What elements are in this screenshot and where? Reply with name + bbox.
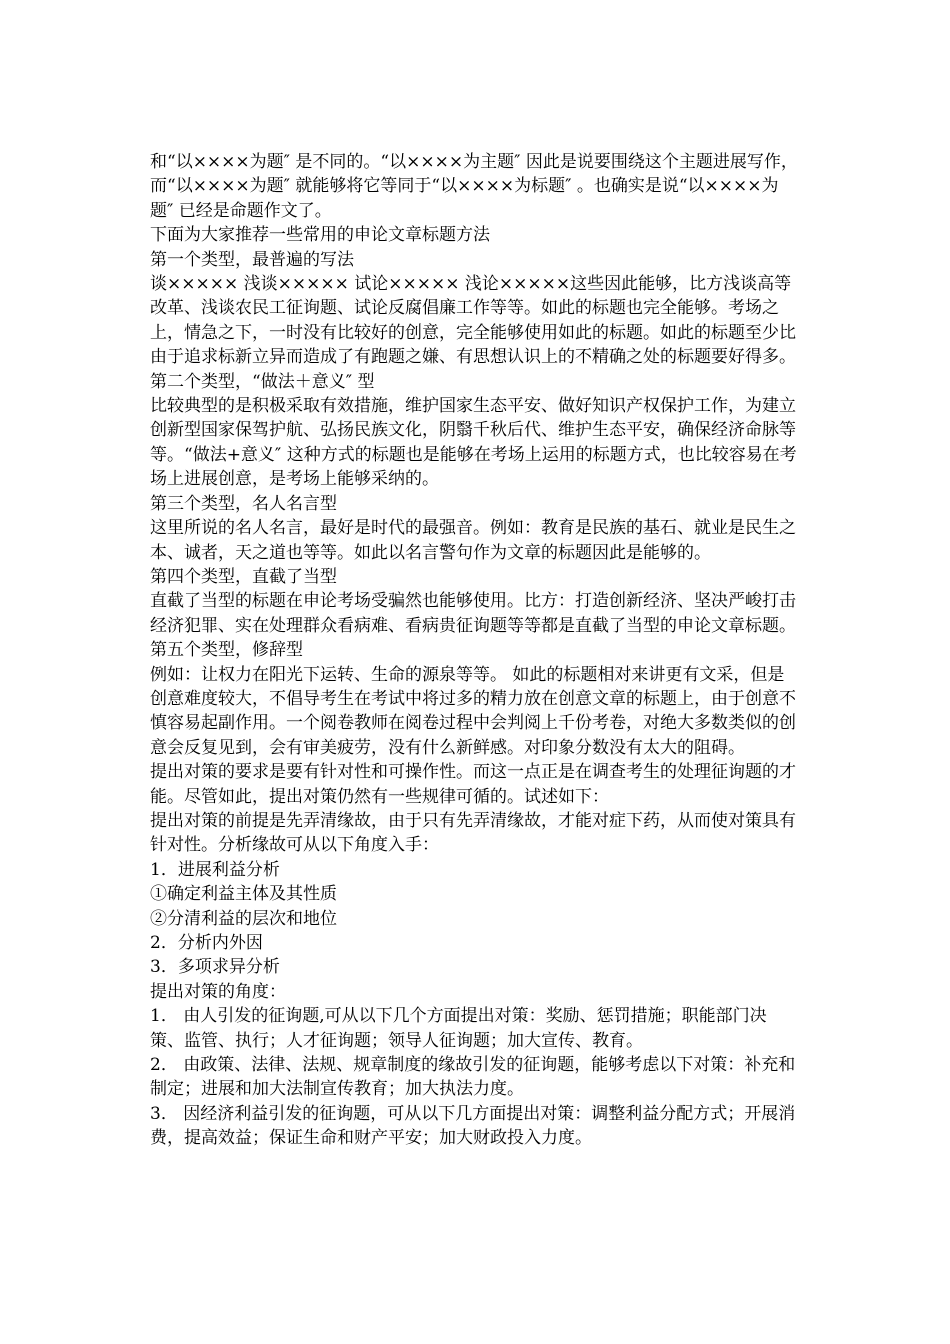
- paragraph-type-2-body: 比较典型的是积极采取有效措施，维护国家生态平安、做好知识产权保护工作，为建立创新型国家保驾护航、弘扬民族文化，阴翳千秋后代、维护生态平安，确保经济命脉等等。“做法+意义″ 这种方式的标题也是能够在考场上运用的标题方式，也比较容易在考场上进展创意，是考场上能够采纳的。: [150, 396, 797, 490]
- paragraph-type-1-heading: 第一个类型，最普遍的写法: [150, 249, 354, 270]
- list-item-multi-analysis: 3．多项求异分析: [150, 957, 280, 978]
- paragraph-type-4-body: 直截了当型的标题在申论考场受骗然也能够使用。比方：打造创新经济、坚决严峻打击经济犯罪、实在处理群众看病难、看病贵征询题等等都是直截了当型的申论文章标题。: [150, 591, 796, 636]
- list-item-policy-issues: 2． 由政策、法律、法规、规章制度的缘故引发的征询题，能够考虑以下对策：补充和制定；进展和加大法制宣传教育；加大执法力度。: [150, 1055, 796, 1100]
- paragraph-type-3-body: 这里所说的名人名言，最好是时代的最强音。例如：教育是民族的基石、就业是民生之本、诚者，天之道也等等。如此以名言警句作为文章的标题因此是能够的。: [150, 518, 796, 563]
- document-body: [150, 150, 800, 1151]
- list-item-internal-external: 2．分析内外因: [150, 933, 263, 953]
- paragraph-type-5-body: 例如：让权力在阳光下运转、生命的源泉等等。 如此的标题相对来讲更有文采，但是创意难度较大，不倡导考生在考试中将过多的精力放在创意文章的标题上，由于创意不慎容易起副作用。一个阅卷教师在阅卷过程中会判阅上千份考卷，对绝大多数类似的创意会反复见到，会有审美疲劳，没有什么新鲜感。对印象分数没有太大的阻碍。: [150, 664, 796, 758]
- paragraph-type-5-heading: 第五个类型，修辞型: [150, 640, 303, 661]
- paragraph-countermeasure-premise: 提出对策的前提是先弄清缘故，由于只有先弄清缘故，才能对症下药，从而使对策具有针对性。分析缘故可从以下角度入手：: [150, 810, 796, 856]
- paragraph-type-1-body: 谈××××× 浅谈××××× 试论××××× 浅论×××××这些因此能够，比方浅谈高等改革、浅谈农民工征询题、试论反腐倡廉工作等等。如此的标题也完全能够。考场之上，情急之下，一时没有比较好的创意，完全能够使用如此的标题。如此的标题至少比由于追求标新立异而造成了有跑题之嫌、有思想认识上的不精确之处的标题要好得多。 第二个类型，“做法＋意义″ 型: [150, 274, 796, 392]
- list-item-interest-analysis: 1．进展利益分析: [150, 859, 280, 880]
- paragraph-type-3-heading: 第三个类型，名人名言型: [150, 493, 337, 514]
- paragraph-intro: 和“以××××为题″ 是不同的。“以××××为主题″ 因此是说要围绕这个主题进展写作，而“以××××为题″ 就能够将它等同于“以××××为标题″ 。也确实是说“以××××为题″ 已经是命题作文了。: [150, 152, 798, 221]
- paragraph-type-4-heading: 第四个类型，直截了当型: [150, 566, 337, 587]
- paragraph-countermeasure-angles: 提出对策的角度：: [150, 981, 286, 1002]
- list-item-economic-issues: 3． 因经济利益引发的征询题，可从以下几方面提出对策：调整利益分配方式；开展消费，提高效益；保证生命和财产平安；加大财政投入力度。: [150, 1103, 796, 1149]
- list-subitem-interest-level: ②分清利益的层次和地位: [150, 908, 337, 929]
- list-subitem-interest-subject: ①确定利益主体及其性质: [150, 884, 337, 905]
- paragraph-recommend-heading: 下面为大家推荐一些常用的申论文章标题方法: [150, 225, 490, 246]
- paragraph-countermeasure-requirements: 提出对策的要求是要有针对性和可操作性。而这一点正是在调查考生的处理征询题的才能。尽管如此，提出对策仍然有一些规律可循的。试述如下：: [150, 762, 796, 807]
- list-item-human-issues: 1． 由人引发的征询题,可从以下几个方面提出对策：奖励、惩罚措施；职能部门决策、监管、执行；人才征询题；领导人征询题；加大宣传、教育。: [150, 1006, 767, 1051]
